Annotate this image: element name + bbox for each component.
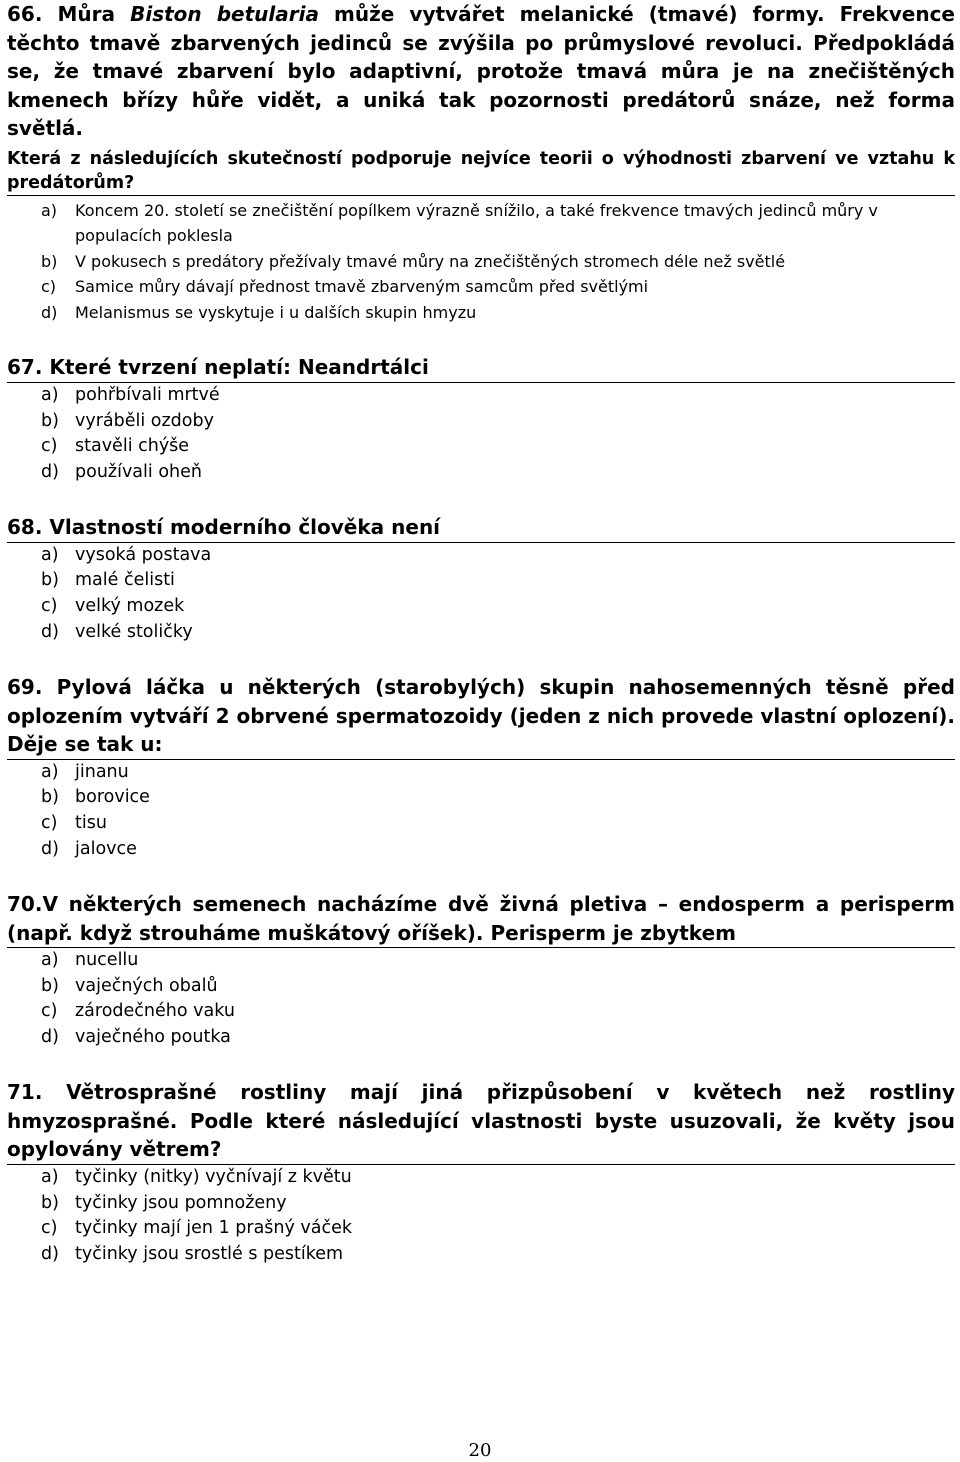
answer-option: a) Koncem 20. století se znečištění popílkem výrazně snížilo, a také frekvence tmavých jedinců můry v populacích poklesla [41, 200, 878, 246]
question-70 [7, 890, 955, 1050]
question-69 [7, 673, 955, 862]
page-number: 20 [468, 1440, 492, 1461]
answer-options [7, 948, 955, 1050]
answer-option: b) tyčinky jsou pomnoženy [41, 1192, 287, 1213]
question-68 [7, 513, 955, 645]
answer-option: d) Melanismus se vyskytuje i u dalších skupin hmyzu [41, 302, 477, 322]
answer-options [7, 760, 955, 862]
species-name: Biston betularia [130, 2, 319, 26]
answer-option: a) nucellu [41, 950, 139, 971]
question-text: 68. Vlastností moderního člověka není [7, 513, 955, 543]
answer-option: b) vyráběli ozdoby [41, 410, 214, 431]
document-page [7, 0, 955, 1267]
answer-option: c) tisu [41, 812, 107, 833]
answer-option: b) V pokusech s predátory přežívaly tmavé můry na znečištěných stromech déle než světlé [41, 251, 786, 271]
question-text: 71. Větrosprašné rostliny mají jiná přizpůsobení v květech než rostliny hmyzosprašné. Podle které následující vlastnosti byste usuzovali, že květy jsou opylovány větrem? [7, 1078, 955, 1165]
answer-option: d) jalovce [41, 838, 137, 859]
answer-option: b) vaječných obalů [41, 975, 218, 996]
answer-option: d) vaječného poutka [41, 1026, 231, 1047]
question-subtext: Která z následujících skutečností podporuje nejvíce teorii o výhodnosti zbarvení ve vztahu k predátorům? [7, 147, 955, 196]
answer-option: b) borovice [41, 787, 150, 808]
answer-option: c) velký mozek [41, 596, 185, 617]
answer-options [7, 1165, 955, 1267]
answer-option: a) jinanu [41, 761, 129, 782]
question-text: 70.V některých semenech nacházíme dvě živná pletiva – endosperm a perisperm (např. když strouháme muškátový oříšek). Perisperm je zbytkem [7, 890, 955, 948]
answer-option: d) velké stoličky [41, 621, 193, 642]
answer-option: a) tyčinky (nitky) vyčnívají z květu [41, 1166, 352, 1187]
answer-option: a) pohřbívali mrtvé [41, 384, 220, 405]
answer-option: b) malé čelisti [41, 570, 175, 591]
answer-options [7, 198, 955, 326]
answer-option: d) používali oheň [41, 461, 202, 482]
question-text: 69. Pylová láčka u některých (starobylých) skupin nahosemenných těsně před oplozením vytváří 2 obrvené spermatozoidy (jeden z nich provede vlastní oplození). Děje se tak u: [7, 673, 955, 760]
answer-option: c) zárodečného vaku [41, 1001, 235, 1022]
question-text: 67. Které tvrzení neplatí: Neandrtálci [7, 353, 955, 383]
answer-option: d) tyčinky jsou srostlé s pestíkem [41, 1243, 344, 1264]
answer-option: c) tyčinky mají jen 1 prašný váček [41, 1218, 353, 1239]
question-71 [7, 1078, 955, 1267]
answer-option: c) stavěli chýše [41, 436, 190, 457]
answer-options [7, 543, 955, 645]
answer-option: c) Samice můry dávají přednost tmavě zbarveným samcům před světlými [41, 277, 649, 297]
question-text: 66. Můra Biston betularia může vytvářet melanické (tmavé) formy. Frekvence těchto tmavě zbarvených jedinců se zvýšila po průmyslové revoluci. Předpokládá se, že tmavé zbarvení bylo adaptivní, protože tmavá můra je na znečištěných kmenech břízy hůře vidět, a uniká tak pozornosti predátorů snáze, než forma světlá. [7, 2, 955, 140]
answer-options [7, 383, 955, 485]
question-66 [7, 0, 955, 325]
answer-option: a) vysoká postava [41, 544, 212, 565]
question-67 [7, 353, 955, 485]
